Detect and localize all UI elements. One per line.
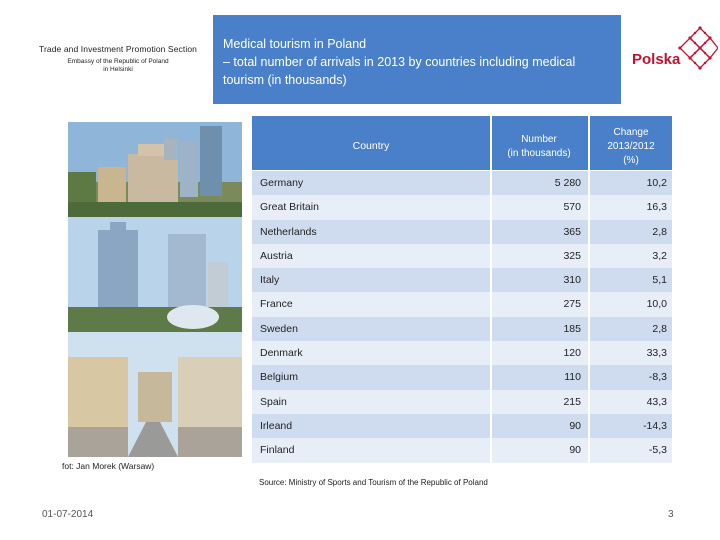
col-header-number-line1: Number <box>521 134 557 145</box>
cell-number: 365 <box>563 225 581 238</box>
logo-text: Polska <box>632 51 681 68</box>
title-line-3: tourism (in thousands) <box>223 73 347 87</box>
col-header-change-line1: Change <box>613 127 649 138</box>
cell-number: 310 <box>563 274 581 287</box>
cell-country: Sweden <box>260 322 298 335</box>
table-row <box>252 292 672 316</box>
table-row <box>252 341 672 365</box>
cell-change: 2,8 <box>652 225 667 238</box>
cell-country: Italy <box>260 274 280 287</box>
cell-number: 90 <box>569 419 581 432</box>
table-row <box>252 244 672 268</box>
data-table <box>252 171 672 463</box>
cell-country: Netherlands <box>260 225 317 238</box>
table-header <box>252 116 672 170</box>
cell-country: Austria <box>260 249 293 262</box>
table-row <box>252 317 672 341</box>
table-row <box>252 220 672 244</box>
cell-country: Great Britain <box>260 201 319 214</box>
org-line-2: Embassy of the Republic of Poland <box>67 58 169 65</box>
title-line-2: – total number of arrivals in 2013 by countries including medical <box>223 55 576 69</box>
photo-caption: fot: Jan Morek (Warsaw) <box>62 461 155 471</box>
cell-number: 90 <box>569 444 581 457</box>
col-header-number-line2: (in thousands) <box>507 148 571 159</box>
cell-country: Finland <box>260 444 295 457</box>
cell-country: Spain <box>260 395 287 408</box>
table-row <box>252 365 672 389</box>
cell-change: 2,8 <box>652 322 667 335</box>
table-row <box>252 171 672 195</box>
org-line-1: Trade and Investment Promotion Section <box>39 44 197 54</box>
warsaw-photo <box>68 122 242 457</box>
slide-title <box>213 15 621 104</box>
col-header-change-line2: 2013/2012 <box>607 141 655 152</box>
cell-number: 275 <box>563 298 581 311</box>
cell-change: -5,3 <box>648 444 667 457</box>
cell-number: 5 280 <box>554 177 581 189</box>
cell-number: 325 <box>563 249 581 262</box>
cell-change: 5,1 <box>652 274 667 287</box>
org-header <box>18 44 218 73</box>
footer-date: 01-07-2014 <box>42 509 94 520</box>
cell-number: 110 <box>564 371 581 384</box>
cell-change: 10,0 <box>646 298 667 311</box>
cell-change: 3,2 <box>652 249 667 262</box>
org-line-3: in Helsinki <box>103 66 133 73</box>
table-row <box>252 390 672 414</box>
table-source: Source: Ministry of Sports and Tourism of the Republic of Poland <box>259 478 488 487</box>
table-row <box>252 438 672 462</box>
polska-logo-icon <box>628 18 718 84</box>
table-row <box>252 268 672 292</box>
title-line-1: Medical tourism in Poland <box>223 37 367 51</box>
cell-country: Germany <box>260 177 304 189</box>
cell-country: Irleand <box>260 419 293 432</box>
cell-country: Denmark <box>260 347 303 360</box>
col-header-country: Country <box>352 140 390 152</box>
cell-country: France <box>260 298 293 311</box>
cell-number: 215 <box>563 395 581 408</box>
cell-change: 33,3 <box>646 347 667 360</box>
cell-change: 43,3 <box>646 395 667 408</box>
cell-change: -8,3 <box>648 371 667 384</box>
table-row <box>252 414 672 438</box>
col-header-change-line3: (%) <box>623 155 639 166</box>
cell-number: 570 <box>563 201 581 214</box>
page-number: 3 <box>668 509 674 520</box>
cell-country: Belgium <box>260 371 298 384</box>
col-header-change <box>590 126 672 168</box>
cell-change: -14,3 <box>643 419 667 432</box>
cell-change: 10,2 <box>646 177 667 189</box>
cell-number: 120 <box>563 347 581 360</box>
table-row <box>252 195 672 219</box>
col-header-number <box>490 133 588 161</box>
cell-number: 185 <box>563 322 581 335</box>
cell-change: 16,3 <box>646 201 667 214</box>
